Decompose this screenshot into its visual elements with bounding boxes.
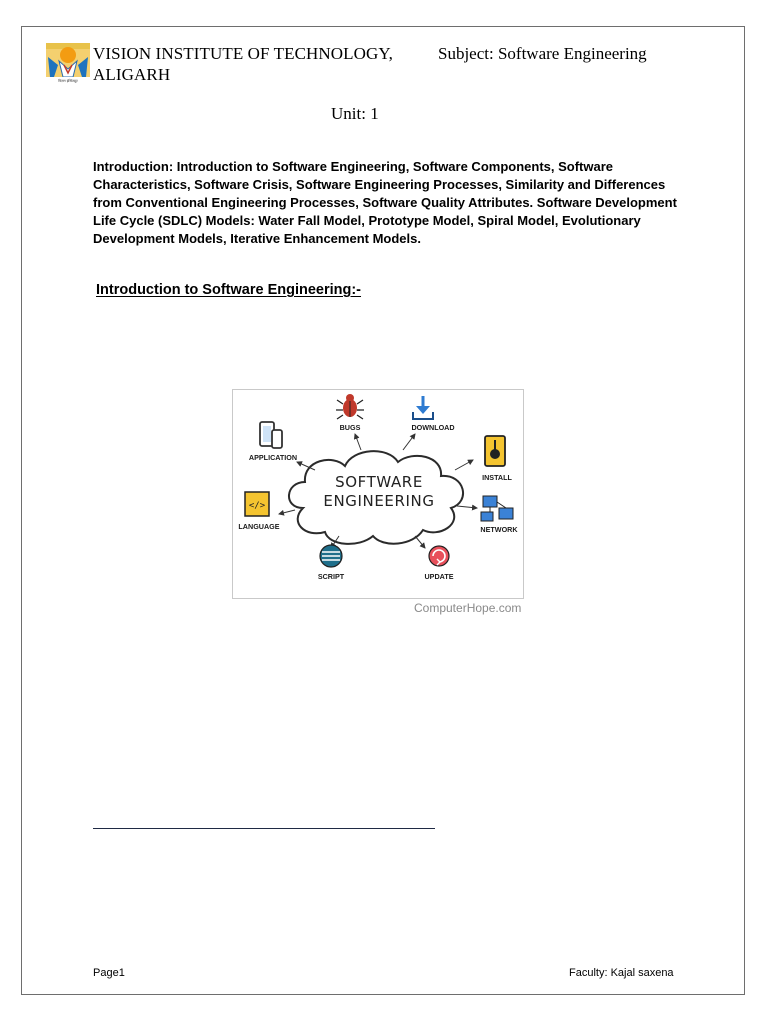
institute-name [93, 43, 393, 85]
language-icon [245, 492, 269, 516]
node-label-update: UPDATE [424, 572, 454, 581]
node-label-install: INSTALL [482, 473, 512, 482]
node-label-network: NETWORK [480, 525, 518, 534]
svg-text:</>: </> [248, 501, 266, 511]
figure-credit: ComputerHope.com [414, 601, 522, 615]
install-icon [485, 436, 505, 466]
node-label-application: APPLICATION [248, 453, 298, 462]
node-label-language: LANGUAGE [238, 522, 280, 531]
network-icon [481, 496, 513, 521]
script-icon [320, 545, 342, 567]
horizontal-rule [93, 828, 435, 829]
syllabus-paragraph: Introduction: Introduction to Software Engineering, Software Components, Software Characteristics, Software Crisis, Software Engineering Processes, Similarity and Differences from Conventional Engineering Processes, Software Quality Attributes. Software Development Life Cycle (SDLC) Models: Water Fall Model, Prototype Model, Spiral Model, Evolutionary Development Models, Iterative Enhancement Models. [93, 159, 677, 246]
update-icon [429, 546, 449, 566]
footer-faculty: Faculty: Kajal saxena [569, 967, 674, 979]
node-label-bugs: BUGS [339, 423, 361, 432]
institute-name-line2: ALIGARH [93, 65, 171, 84]
footer-page-number: Page1 [93, 967, 125, 979]
download-icon [413, 396, 433, 419]
svg-text:विज़न इंस्टिट्यूट: विज़न इंस्टिट्यूट [58, 79, 78, 83]
bug-icon [336, 394, 364, 419]
subject-title: Subject: Software Engineering [438, 44, 647, 63]
node-label-script: SCRIPT [317, 572, 345, 581]
software-engineering-figure [232, 389, 524, 599]
cloud-text-line1: SOFTWARE [335, 473, 423, 491]
institute-logo [46, 43, 90, 83]
application-icon [260, 422, 282, 448]
section-heading: Introduction to Software Engineering:- [96, 282, 362, 298]
institute-name-line1: VISION INSTITUTE OF TECHNOLOGY, [93, 44, 393, 63]
cloud-text-line2: ENGINEERING [323, 492, 435, 510]
node-label-download: DOWNLOAD [411, 423, 455, 432]
unit-title: Unit: 1 [331, 104, 379, 123]
